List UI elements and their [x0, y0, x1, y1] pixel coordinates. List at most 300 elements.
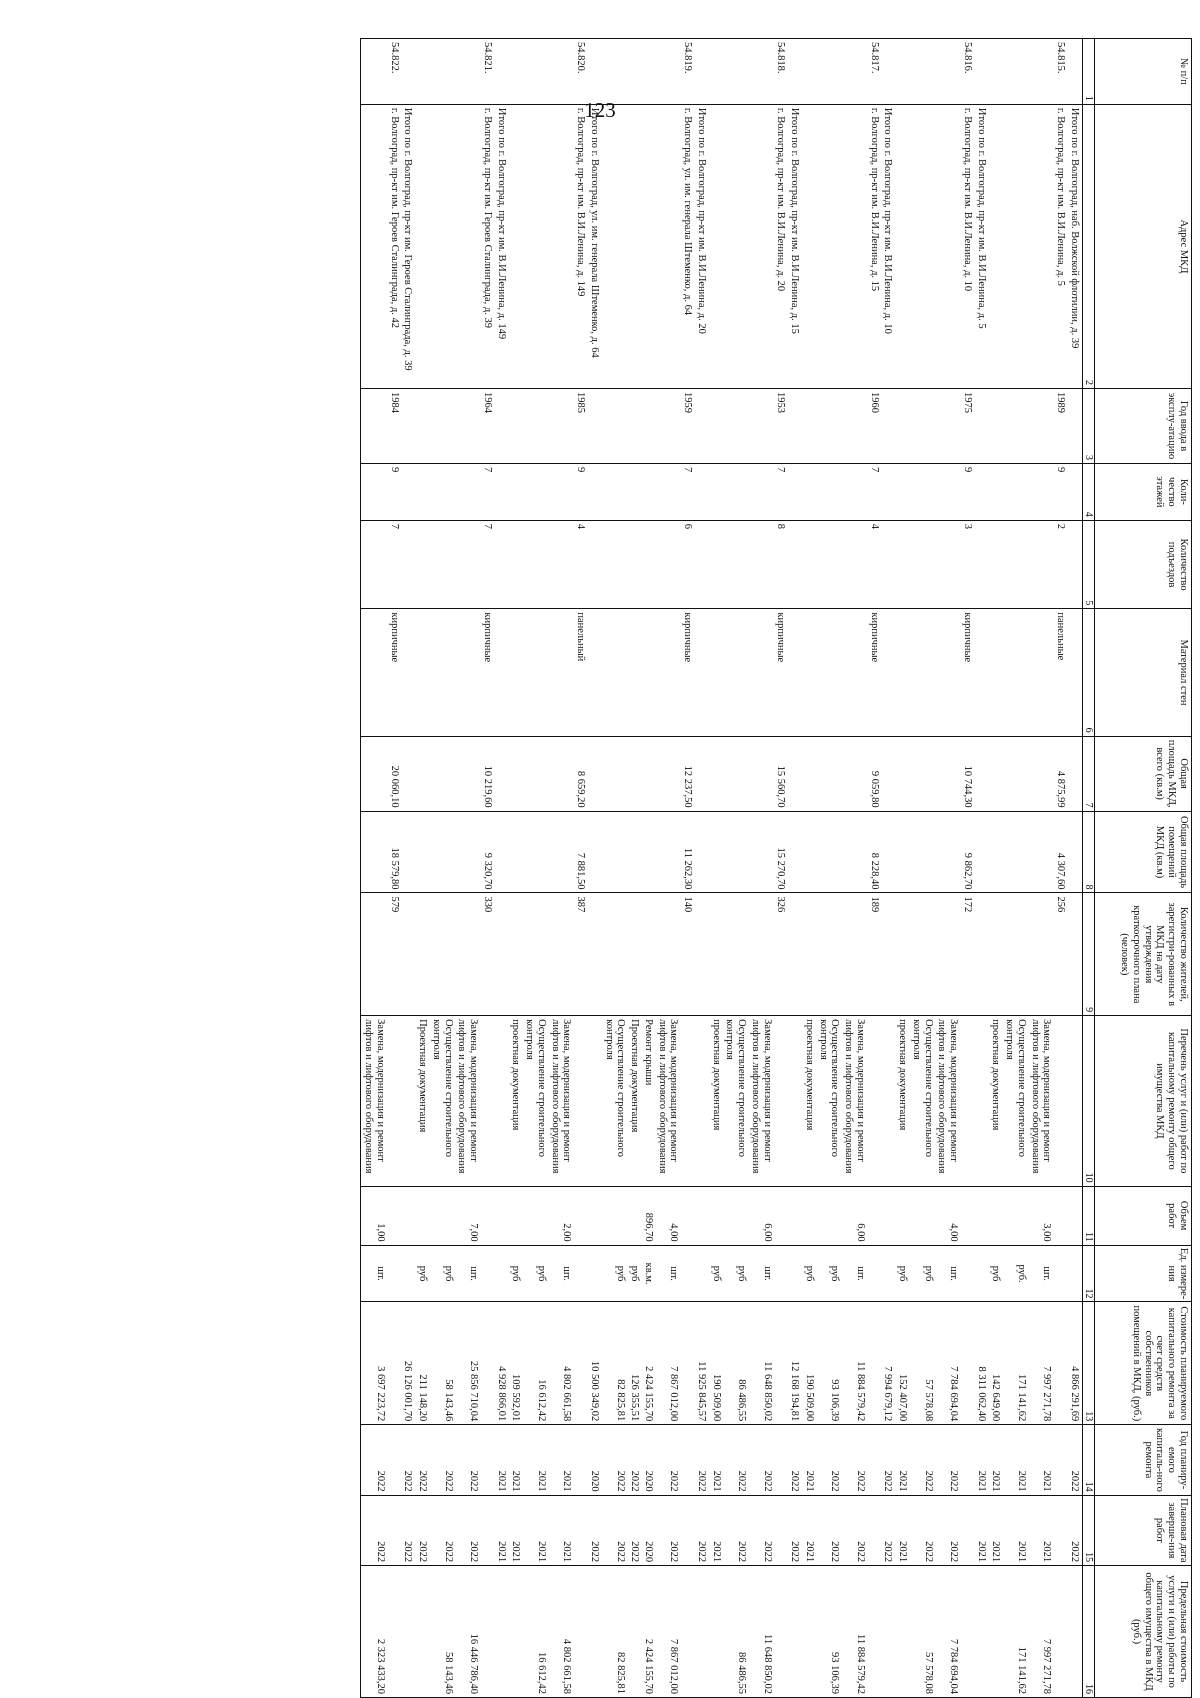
- cell-year: 2021: [989, 1425, 1003, 1495]
- cell-empty: [602, 520, 628, 609]
- cell-cost: 152 407,00: [895, 1302, 909, 1425]
- cell-empty: [909, 39, 935, 105]
- cell-empty: [587, 1566, 602, 1698]
- cell-year: 2022: [723, 1425, 749, 1495]
- cell-empty: [881, 1016, 896, 1186]
- cell-cost: 10 500 349,02: [587, 1302, 602, 1425]
- cell-empty: [401, 1186, 416, 1245]
- cell-work: Замена, модернизация и ремонт лифтов и лифтового оборудования: [1028, 1016, 1054, 1186]
- cell-empty: [401, 1245, 416, 1302]
- cell-empty: [723, 609, 749, 736]
- cell-empty: [509, 520, 523, 609]
- table-row-work: [548, 39, 574, 1698]
- cell-cost: 4 802 661,58: [548, 1302, 574, 1425]
- cell-empty: [1028, 520, 1054, 609]
- cell-empty: [627, 609, 641, 736]
- cell-empty: [455, 736, 481, 811]
- cell-empty: [602, 609, 628, 736]
- cell-empty: [602, 1186, 628, 1245]
- cell-empty: [401, 39, 416, 105]
- cell-empty: [361, 736, 387, 811]
- table-row-work: [841, 39, 867, 1698]
- cell-empty: [816, 463, 842, 520]
- cell-address: г. Волгоград, пр-кт им. В.И.Ленина, д. 10: [960, 104, 974, 388]
- cell-empty: [802, 893, 816, 1016]
- cell-empty: [723, 811, 749, 893]
- column-header-11: Объем работ: [1095, 1186, 1192, 1245]
- cell-empty: [787, 811, 802, 893]
- cell-empty: [602, 811, 628, 893]
- cell-year: 2022: [655, 1425, 681, 1495]
- cell-empty: [641, 104, 655, 388]
- cell-empty: [415, 811, 429, 893]
- table-row-house: [960, 39, 974, 1698]
- cell-year: 2021: [1028, 1425, 1054, 1495]
- cell-cost: 86 486,55: [723, 1302, 749, 1425]
- cell-cost: 142 649,00: [989, 1302, 1003, 1425]
- cell-area_rooms: 8 228,40: [867, 811, 881, 893]
- cell-empty: [480, 1245, 494, 1302]
- cell-empty: [935, 104, 961, 388]
- cell-material: кирпичные: [680, 609, 694, 736]
- cell-empty: [587, 736, 602, 811]
- cell-empty: [960, 1245, 974, 1302]
- cell-empty: [587, 463, 602, 520]
- cell-empty: [774, 1425, 788, 1495]
- cell-no: 54.820.: [573, 39, 587, 105]
- cell-empty: [694, 463, 709, 520]
- cell-cost: 7 784 694,04: [935, 1302, 961, 1425]
- cell-empty: [974, 1245, 989, 1302]
- cell-empty: [774, 1245, 788, 1302]
- cell-empty: [723, 388, 749, 463]
- cell-empty: [802, 388, 816, 463]
- cell-residents: 189: [867, 893, 881, 1016]
- cell-area_total: 8 659,20: [573, 736, 587, 811]
- cell-empty: [641, 609, 655, 736]
- cell-empty: [494, 39, 509, 105]
- cell-end: 2022: [694, 1495, 709, 1565]
- cell-end: 2022: [415, 1495, 429, 1565]
- cell-empty: [1028, 463, 1054, 520]
- cell-empty: [522, 811, 548, 893]
- cell-empty: [680, 1302, 694, 1425]
- cell-empty: [494, 520, 509, 609]
- column-header-10: Перечень услуг и (или) работ по капитальному ремонту общего имущества МКД: [1095, 1016, 1192, 1186]
- table-row-total: [1067, 39, 1082, 1698]
- cell-empty: [509, 388, 523, 463]
- cell-empty: [680, 1566, 694, 1698]
- table-row-house: [680, 39, 694, 1698]
- cell-year: 2021: [1002, 1425, 1028, 1495]
- cell-unit: руб: [429, 1245, 455, 1302]
- table-row-work: [1002, 39, 1028, 1698]
- cell-volume: 3,00: [1028, 1186, 1054, 1245]
- cell-empty: [841, 811, 867, 893]
- cell-empty: [522, 104, 548, 388]
- cell-empty: [694, 609, 709, 736]
- cell-empty: [1067, 811, 1082, 893]
- cell-no: 54.819.: [680, 39, 694, 105]
- cell-cost: 11 884 579,42: [841, 1302, 867, 1425]
- cell-end: 2021: [494, 1495, 509, 1565]
- cell-empty: [1028, 609, 1054, 736]
- cell-address: Итого по г. Волгоград, пр-кт им. В.И.Ленина, д. 10: [881, 104, 896, 388]
- cell-year: 2022: [909, 1425, 935, 1495]
- cell-empty: [429, 520, 455, 609]
- cell-year: 2021: [974, 1425, 989, 1495]
- cell-year_built: 1959: [680, 388, 694, 463]
- cell-empty: [641, 811, 655, 893]
- cell-empty: [1067, 1186, 1082, 1245]
- cell-empty: [361, 609, 387, 736]
- column-number-3: 3: [1082, 388, 1094, 463]
- cell-cost: 4 866 291,69: [1067, 1302, 1082, 1425]
- cell-empty: [802, 609, 816, 736]
- table-row-total: [974, 39, 989, 1698]
- table-row-work: [509, 39, 523, 1698]
- table-row-work: [989, 39, 1003, 1698]
- cell-entrances: 4: [867, 520, 881, 609]
- cell-empty: [627, 39, 641, 105]
- cell-empty: [1053, 1245, 1067, 1302]
- cell-empty: [787, 388, 802, 463]
- cell-limit: 11 648 850,02: [748, 1566, 774, 1698]
- cell-year: 2022: [881, 1425, 896, 1495]
- cell-empty: [960, 1495, 974, 1565]
- cell-empty: [816, 893, 842, 1016]
- cell-no: 54.815.: [1053, 39, 1067, 105]
- cell-end: 2022: [361, 1495, 387, 1565]
- cell-empty: [748, 520, 774, 609]
- cell-empty: [974, 1016, 989, 1186]
- cell-empty: [1028, 39, 1054, 105]
- cell-empty: [989, 388, 1003, 463]
- table-body: [361, 39, 1083, 1698]
- cell-empty: [361, 39, 387, 105]
- table-row-work: [361, 39, 387, 1698]
- cell-end: 2022: [655, 1495, 681, 1565]
- cell-empty: [522, 39, 548, 105]
- cell-empty: [1053, 1425, 1067, 1495]
- cell-empty: [974, 388, 989, 463]
- cell-empty: [415, 893, 429, 1016]
- cell-empty: [694, 520, 709, 609]
- cell-empty: [415, 520, 429, 609]
- cell-empty: [748, 104, 774, 388]
- cell-empty: [881, 1566, 896, 1698]
- cell-empty: [709, 388, 723, 463]
- cell-empty: [802, 1566, 816, 1698]
- cell-empty: [1067, 39, 1082, 105]
- cell-area_total: 10 219,60: [480, 736, 494, 811]
- cell-limit: 171 141,62: [1002, 1566, 1028, 1698]
- cell-empty: [494, 1566, 509, 1698]
- cell-end: 2021: [1002, 1495, 1028, 1565]
- cell-material: кирпичные: [387, 609, 401, 736]
- cell-year: 2022: [602, 1425, 628, 1495]
- cell-empty: [841, 520, 867, 609]
- column-header-7: Общая площадь МКД, всего (кв.м): [1095, 736, 1192, 811]
- cell-year: 2022: [429, 1425, 455, 1495]
- cell-address: Итого по г. Волгоград, пр-кт им. Героев Сталинграда, д. 39: [401, 104, 416, 388]
- cell-floors: 9: [573, 463, 587, 520]
- cell-work: Замена, модернизация и ремонт лифтов и лифтового оборудования: [935, 1016, 961, 1186]
- cell-empty: [587, 609, 602, 736]
- cell-empty: [655, 39, 681, 105]
- cell-empty: [895, 520, 909, 609]
- cell-unit: руб.: [1002, 1245, 1028, 1302]
- cell-empty: [881, 39, 896, 105]
- cell-cost: 171 141,62: [1002, 1302, 1028, 1425]
- cell-unit: шт.: [361, 1245, 387, 1302]
- cell-empty: [627, 811, 641, 893]
- cell-entrances: 7: [480, 520, 494, 609]
- cell-limit: 93 106,39: [816, 1566, 842, 1698]
- cell-empty: [415, 1186, 429, 1245]
- cell-empty: [480, 1495, 494, 1565]
- cell-unit: шт.: [748, 1245, 774, 1302]
- cell-empty: [909, 893, 935, 1016]
- cell-empty: [641, 388, 655, 463]
- cell-empty: [655, 736, 681, 811]
- cell-empty: [587, 39, 602, 105]
- cell-limit: 16 612,42: [522, 1566, 548, 1698]
- column-header-14: Год планиру-емого капиталь-ного ремонта: [1095, 1425, 1192, 1495]
- cell-empty: [587, 520, 602, 609]
- cell-empty: [909, 520, 935, 609]
- cell-address: Итого по г. Волгоград, пр-кт им. В.И.Ленина, д. 20: [694, 104, 709, 388]
- cell-empty: [1028, 388, 1054, 463]
- cell-empty: [1053, 1495, 1067, 1565]
- cell-empty: [709, 1186, 723, 1245]
- cell-work: Осуществление строительного контроля: [1002, 1016, 1028, 1186]
- cell-empty: [1067, 520, 1082, 609]
- cell-unit: руб: [602, 1245, 628, 1302]
- cell-empty: [895, 609, 909, 736]
- cell-empty: [694, 1566, 709, 1698]
- cell-volume: 6,00: [841, 1186, 867, 1245]
- cell-address: г. Волгоград, пр-кт им. В.И.Ленина, д. 5: [1053, 104, 1067, 388]
- cell-area_total: 15 560,70: [774, 736, 788, 811]
- cell-end: 2022: [602, 1495, 628, 1565]
- cell-empty: [816, 811, 842, 893]
- cell-empty: [989, 736, 1003, 811]
- cell-empty: [455, 388, 481, 463]
- cell-empty: [989, 1186, 1003, 1245]
- cell-empty: [895, 104, 909, 388]
- cell-empty: [429, 736, 455, 811]
- cell-empty: [1028, 736, 1054, 811]
- cell-entrances: 7: [387, 520, 401, 609]
- cell-entrances: 8: [774, 520, 788, 609]
- cell-empty: [787, 1186, 802, 1245]
- cell-residents: 579: [387, 893, 401, 1016]
- cell-area_rooms: 11 262,30: [680, 811, 694, 893]
- cell-empty: [548, 893, 574, 1016]
- cell-address: Итого по г. Волгоград, пр-кт им. В.И.Ленина, д. 15: [787, 104, 802, 388]
- cell-cost: 2 424 155,70: [641, 1302, 655, 1425]
- cell-area_rooms: 9 320,70: [480, 811, 494, 893]
- cell-empty: [802, 39, 816, 105]
- cell-empty: [909, 463, 935, 520]
- cell-empty: [415, 1566, 429, 1698]
- table-row-house: [480, 39, 494, 1698]
- cell-end: 2022: [909, 1495, 935, 1565]
- cell-volume: 6,00: [748, 1186, 774, 1245]
- cell-empty: [401, 609, 416, 736]
- cell-empty: [816, 388, 842, 463]
- cell-cost: 26 126 001,70: [401, 1302, 416, 1425]
- cell-entrances: 2: [1053, 520, 1067, 609]
- cell-unit: шт.: [935, 1245, 961, 1302]
- cell-empty: [974, 893, 989, 1016]
- cell-empty: [494, 388, 509, 463]
- cell-residents: 256: [1053, 893, 1067, 1016]
- cell-empty: [867, 1425, 881, 1495]
- cell-empty: [627, 388, 641, 463]
- table-row-work: [909, 39, 935, 1698]
- cell-empty: [841, 609, 867, 736]
- cell-unit: руб: [723, 1245, 749, 1302]
- cell-empty: [723, 39, 749, 105]
- cell-no: 54.817.: [867, 39, 881, 105]
- cell-empty: [1028, 893, 1054, 1016]
- cell-empty: [509, 39, 523, 105]
- cell-empty: [974, 811, 989, 893]
- cell-material: панельный: [573, 609, 587, 736]
- cell-end: 2021: [974, 1495, 989, 1565]
- cell-year: 2022: [748, 1425, 774, 1495]
- cell-empty: [509, 811, 523, 893]
- cell-empty: [1002, 104, 1028, 388]
- cell-cost: 12 168 194,81: [787, 1302, 802, 1425]
- cell-year: 2020: [641, 1425, 655, 1495]
- cell-address: Итого по г. Волгоград, пр-кт им. В.И.Ленина, д. 5: [974, 104, 989, 388]
- cell-empty: [655, 811, 681, 893]
- cell-empty: [573, 1245, 587, 1302]
- cell-empty: [1002, 39, 1028, 105]
- cell-cost: 11 925 845,57: [694, 1302, 709, 1425]
- cell-end: 2022: [816, 1495, 842, 1565]
- table-row-work: [641, 39, 655, 1698]
- cell-empty: [587, 1186, 602, 1245]
- cell-empty: [641, 520, 655, 609]
- cell-empty: [709, 520, 723, 609]
- cell-cost: 8 311 062,40: [974, 1302, 989, 1425]
- cell-empty: [602, 39, 628, 105]
- cell-empty: [509, 104, 523, 388]
- cell-year: 2022: [455, 1425, 481, 1495]
- cell-work: проектная документация: [802, 1016, 816, 1186]
- cell-work: проектная документация: [895, 1016, 909, 1186]
- cell-area_total: 4 875,99: [1053, 736, 1067, 811]
- cell-empty: [401, 388, 416, 463]
- cell-empty: [455, 609, 481, 736]
- cell-cost: 190 509,00: [709, 1302, 723, 1425]
- cell-year_built: 1989: [1053, 388, 1067, 463]
- cell-empty: [709, 736, 723, 811]
- cell-empty: [909, 104, 935, 388]
- cell-empty: [1002, 609, 1028, 736]
- cell-empty: [881, 1186, 896, 1245]
- cell-empty: [935, 520, 961, 609]
- cell-empty: [989, 104, 1003, 388]
- cell-empty: [895, 39, 909, 105]
- column-header-5: Количество подъездов: [1095, 520, 1192, 609]
- cell-empty: [774, 1495, 788, 1565]
- cell-empty: [787, 1016, 802, 1186]
- cell-work: Осуществление строительного контроля: [909, 1016, 935, 1186]
- cell-empty: [867, 1016, 881, 1186]
- cell-volume: 2,00: [548, 1186, 574, 1245]
- cell-empty: [1002, 811, 1028, 893]
- cell-empty: [587, 1245, 602, 1302]
- cell-cost: 109 592,01: [509, 1302, 523, 1425]
- column-number-2: 2: [1082, 104, 1094, 388]
- cell-empty: [723, 893, 749, 1016]
- cell-empty: [548, 104, 574, 388]
- table-row-work: [895, 39, 909, 1698]
- cell-empty: [655, 609, 681, 736]
- cell-empty: [802, 463, 816, 520]
- cell-unit: шт.: [655, 1245, 681, 1302]
- column-header-16: Предельная стоимость услуги и (или) работы по капитальному ремонту общего имущества в МКД (руб.): [1095, 1566, 1192, 1698]
- cell-area_total: 12 237,50: [680, 736, 694, 811]
- cell-work: Проектная документация: [415, 1016, 429, 1186]
- cell-empty: [455, 893, 481, 1016]
- cell-material: кирпичные: [480, 609, 494, 736]
- cell-empty: [989, 609, 1003, 736]
- column-number-10: 10: [1082, 1016, 1094, 1186]
- cell-empty: [387, 1245, 401, 1302]
- cell-year: 2021: [709, 1425, 723, 1495]
- cell-work: Осуществление строительного контроля: [522, 1016, 548, 1186]
- table-row-work: [429, 39, 455, 1698]
- cell-area_rooms: 15 270,70: [774, 811, 788, 893]
- page-number: 123: [584, 98, 616, 122]
- cell-empty: [361, 893, 387, 1016]
- rotated-register-table: [172, 38, 1192, 1698]
- cell-volume: 896,70: [641, 1186, 655, 1245]
- cell-unit: руб: [509, 1245, 523, 1302]
- column-number-6: 6: [1082, 609, 1094, 736]
- cell-empty: [867, 1566, 881, 1698]
- cell-address: г. Волгоград, ул. им. генерала Штеменко, д. 64: [680, 104, 694, 388]
- column-number-12: 12: [1082, 1245, 1094, 1302]
- cell-limit: 82 825,81: [602, 1566, 628, 1698]
- cell-cost: 126 355,51: [627, 1302, 641, 1425]
- cell-empty: [1067, 893, 1082, 1016]
- cell-empty: [627, 520, 641, 609]
- cell-end: 2022: [935, 1495, 961, 1565]
- cell-empty: [694, 39, 709, 105]
- cell-no: 54.818.: [774, 39, 788, 105]
- cell-empty: [548, 388, 574, 463]
- cell-empty: [694, 893, 709, 1016]
- cell-empty: [494, 1245, 509, 1302]
- cell-unit: шт.: [1028, 1245, 1054, 1302]
- cell-empty: [974, 520, 989, 609]
- cell-empty: [429, 1186, 455, 1245]
- cell-empty: [881, 520, 896, 609]
- cell-empty: [709, 463, 723, 520]
- cell-empty: [723, 520, 749, 609]
- cell-year_built: 1953: [774, 388, 788, 463]
- cell-limit: 16 446 786,40: [455, 1566, 481, 1698]
- table-row-house: [387, 39, 401, 1698]
- cell-empty: [935, 388, 961, 463]
